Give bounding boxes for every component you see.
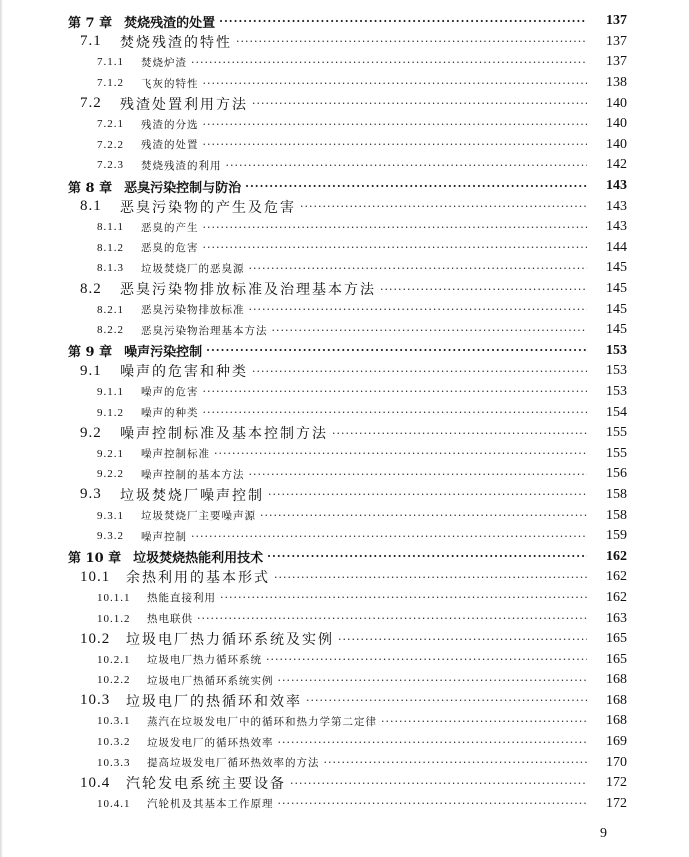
toc-entry-page: 140 xyxy=(606,116,627,132)
toc-entry-number: 10.1.2 xyxy=(97,612,131,625)
toc-entry-sub[interactable] xyxy=(0,526,689,547)
toc-entry-chapter[interactable] xyxy=(0,341,689,362)
dot-leader xyxy=(206,345,587,356)
toc-entry-title: 噪声控制 xyxy=(141,530,187,543)
toc-entry-number: 8.1.2 xyxy=(97,241,124,254)
toc-entry-page: 145 xyxy=(606,301,627,317)
toc-entry-number: 9.3 xyxy=(80,486,102,503)
toc-entry-page: 168 xyxy=(606,713,627,729)
toc-entry-chapter[interactable] xyxy=(0,11,689,32)
toc-entry-sub[interactable] xyxy=(0,320,689,341)
toc-entry-sub[interactable] xyxy=(0,135,689,156)
toc-entry-sub[interactable] xyxy=(0,505,689,526)
toc-entry-title: 残渣的分选 xyxy=(141,118,199,131)
dot-leader xyxy=(203,119,588,130)
toc-entry-section[interactable] xyxy=(0,196,689,217)
dot-leader xyxy=(260,510,587,521)
toc-entry-title: 恶臭污染物治理基本方法 xyxy=(141,324,268,337)
dot-leader xyxy=(191,531,587,542)
toc-entry-title: 噪声的危害 xyxy=(141,386,199,399)
toc-entry-number: 10.4.1 xyxy=(97,797,131,810)
toc-entry-number: 第 9 章 xyxy=(68,345,113,361)
toc-entry-page: 162 xyxy=(606,548,627,564)
toc-entry-number: 10.1.1 xyxy=(97,591,131,604)
toc-entry-page: 155 xyxy=(606,425,627,441)
dot-leader xyxy=(197,613,587,624)
toc-entry-sub[interactable] xyxy=(0,794,689,815)
toc-entry-number: 9.1.2 xyxy=(97,406,124,419)
toc-entry-sub[interactable] xyxy=(0,155,689,176)
dot-leader xyxy=(203,386,588,397)
toc-entry-page: 140 xyxy=(606,95,627,111)
dot-leader xyxy=(272,325,588,336)
toc-entry-page: 153 xyxy=(606,342,627,358)
toc-entry-section[interactable] xyxy=(0,279,689,300)
toc-entry-page: 168 xyxy=(606,672,627,688)
dot-leader xyxy=(236,36,587,47)
toc-entry-page: 169 xyxy=(606,734,627,750)
dot-leader xyxy=(300,201,587,212)
toc-entry-page: 162 xyxy=(606,569,627,585)
toc-entry-sub[interactable] xyxy=(0,443,689,464)
toc-entry-title: 恶臭污染控制与防治 xyxy=(124,180,242,196)
toc-entry-section[interactable] xyxy=(0,32,689,53)
toc-entry-page: 137 xyxy=(606,54,627,70)
toc-entry-page: 137 xyxy=(606,13,627,29)
dot-leader xyxy=(252,98,587,109)
toc-entry-number: 7.2.2 xyxy=(97,138,124,151)
dot-leader xyxy=(226,160,588,171)
toc-entry-section[interactable] xyxy=(0,361,689,382)
toc-entry-number: 第 10 章 xyxy=(68,551,122,567)
toc-entry-sub[interactable] xyxy=(0,52,689,73)
toc-entry-title: 汽轮机及其基本工作原理 xyxy=(147,798,274,811)
toc-entry-title: 恶臭污染物排放标准及治理基本方法 xyxy=(120,282,376,299)
toc-entry-number: 10.3 xyxy=(80,692,111,709)
toc-entry-title: 恶臭的危害 xyxy=(141,242,199,255)
toc-entry-page: 143 xyxy=(606,178,627,194)
toc-entry-number: 7.2.1 xyxy=(97,118,124,131)
toc-entry-page: 145 xyxy=(606,281,627,297)
toc-entry-sub[interactable] xyxy=(0,258,689,279)
toc-entry-section[interactable] xyxy=(0,629,689,650)
toc-entry-title: 焚烧残渣的特性 xyxy=(120,34,232,51)
toc-entry-title: 噪声控制标准及基本控制方法 xyxy=(120,426,328,443)
toc-entry-title: 残渣的处置 xyxy=(141,139,199,152)
toc-entry-sub[interactable] xyxy=(0,649,689,670)
toc-entry-title: 热能直接利用 xyxy=(147,592,216,605)
dot-leader xyxy=(203,222,588,233)
dot-leader xyxy=(324,757,588,768)
toc-entry-number: 第 8 章 xyxy=(68,180,113,196)
toc-entry-title: 飞灰的特性 xyxy=(141,77,199,90)
toc-entry-title: 噪声控制标准 xyxy=(141,448,210,461)
toc-entry-page: 168 xyxy=(606,692,627,708)
toc-entry-number: 10.3.1 xyxy=(97,715,131,728)
toc-entry-number: 10.2.2 xyxy=(97,674,131,687)
dot-leader xyxy=(214,448,587,459)
dot-leader xyxy=(268,489,587,500)
toc-entry-number: 8.1 xyxy=(80,198,102,215)
dot-leader xyxy=(203,78,588,89)
toc-entry-page: 156 xyxy=(606,466,627,482)
toc-entry-title: 恶臭污染物排放标准 xyxy=(141,304,245,317)
toc-entry-title: 恶臭污染物的产生及危害 xyxy=(120,199,296,216)
dot-leader xyxy=(249,263,588,274)
toc-entry-number: 10.2 xyxy=(80,630,111,647)
toc-entry-title: 焚烧残渣的处置 xyxy=(124,15,216,31)
toc-entry-number: 10.3.2 xyxy=(97,736,131,749)
toc-entry-number: 第 7 章 xyxy=(68,15,113,31)
toc-entry-page: 153 xyxy=(606,363,627,379)
toc-entry-sub[interactable] xyxy=(0,711,689,732)
dot-leader xyxy=(203,242,588,253)
toc-entry-sub[interactable] xyxy=(0,608,689,629)
toc-entry-page: 159 xyxy=(606,528,627,544)
toc-entry-sub[interactable] xyxy=(0,752,689,773)
toc-entry-sub[interactable] xyxy=(0,299,689,320)
toc-entry-number: 7.1 xyxy=(80,33,102,50)
toc-entry-title: 噪声的种类 xyxy=(141,407,199,420)
toc-entry-section[interactable] xyxy=(0,567,689,588)
toc-entry-title: 焚烧残渣的利用 xyxy=(141,159,222,172)
toc-entry-sub[interactable] xyxy=(0,732,689,753)
dot-leader xyxy=(290,778,587,789)
toc-entry-page: 144 xyxy=(606,239,627,255)
dot-leader xyxy=(338,634,587,645)
toc-entry-page: 143 xyxy=(606,219,627,235)
toc-entry-number: 8.1.3 xyxy=(97,262,124,275)
toc-entry-number: 9.2.1 xyxy=(97,447,124,460)
toc-entry-chapter[interactable] xyxy=(0,176,689,197)
dot-leader xyxy=(380,284,587,295)
toc-entry-title: 垃圾电厂热力循环系统 xyxy=(147,654,262,667)
toc-entry-number: 7.2.3 xyxy=(97,159,124,172)
toc-entry-number: 8.2 xyxy=(80,280,102,297)
toc-entry-number: 9.3.2 xyxy=(97,530,124,543)
dot-leader xyxy=(381,716,587,727)
toc-entry-number: 9.2.2 xyxy=(97,468,124,481)
toc-entry-number: 10.3.3 xyxy=(97,756,131,769)
toc-entry-page: 158 xyxy=(606,507,627,523)
toc-entry-number: 9.1.1 xyxy=(97,385,124,398)
toc-entry-number: 10.1 xyxy=(80,568,111,585)
toc-entry-title: 垃圾电厂热循环系统实例 xyxy=(147,674,274,687)
toc-entry-page: 162 xyxy=(606,589,627,605)
toc-entry-page: 140 xyxy=(606,136,627,152)
toc-entry-page: 170 xyxy=(606,754,627,770)
dot-leader xyxy=(220,592,587,603)
dot-leader xyxy=(191,57,587,68)
toc-entry-page: 138 xyxy=(606,75,627,91)
toc-entry-sub[interactable] xyxy=(0,464,689,485)
toc-entry-page: 137 xyxy=(606,33,627,49)
toc-entry-number: 7.1.1 xyxy=(97,56,124,69)
toc-entry-sub[interactable] xyxy=(0,402,689,423)
toc-entry-title: 噪声的危害和种类 xyxy=(120,364,248,381)
toc-entry-sub[interactable] xyxy=(0,382,689,403)
toc-entry-title: 提高垃圾发电厂循环热效率的方法 xyxy=(147,757,320,770)
toc-entry-title: 垃圾电厂的热循环和效率 xyxy=(126,693,302,710)
toc-entry-number: 8.2.2 xyxy=(97,324,124,337)
toc-entry-page: 155 xyxy=(606,445,627,461)
dot-leader xyxy=(249,304,588,315)
toc-entry-number: 10.4 xyxy=(80,774,111,791)
toc-entry-page: 143 xyxy=(606,198,627,214)
toc-entry-sub[interactable] xyxy=(0,670,689,691)
toc-entry-title: 蒸汽在垃圾发电厂中的循环和热力学第二定律 xyxy=(147,715,377,728)
toc-entry-number: 8.2.1 xyxy=(97,303,124,316)
toc-entry-section[interactable] xyxy=(0,93,689,114)
dot-leader xyxy=(249,469,588,480)
toc-entry-number: 10.2.1 xyxy=(97,653,131,666)
toc-entry-number: 7.2 xyxy=(80,95,102,112)
toc-entry-page: 163 xyxy=(606,610,627,626)
dot-leader xyxy=(245,181,587,192)
toc-entry-number: 9.2 xyxy=(80,424,102,441)
dot-leader xyxy=(278,798,588,809)
toc-entry-number: 7.1.2 xyxy=(97,77,124,90)
toc-entry-page: 145 xyxy=(606,260,627,276)
toc-entry-title: 噪声控制的基本方法 xyxy=(141,468,245,481)
dot-leader xyxy=(278,675,588,686)
toc-entry-chapter[interactable] xyxy=(0,546,689,567)
toc-entry-number: 9.1 xyxy=(80,362,102,379)
toc-entry-title: 焚烧炉渣 xyxy=(141,56,187,69)
toc-entry-title: 余热利用的基本形式 xyxy=(126,570,270,587)
dot-leader xyxy=(274,572,587,583)
dot-leader xyxy=(203,407,588,418)
toc-entry-title: 恶臭的产生 xyxy=(141,221,199,234)
toc-entry-section[interactable] xyxy=(0,691,689,712)
toc-entry-section[interactable] xyxy=(0,773,689,794)
dot-leader xyxy=(219,16,587,27)
toc-entry-title: 垃圾发电厂的循环热效率 xyxy=(147,736,274,749)
toc-entry-title: 垃圾焚烧厂噪声控制 xyxy=(120,487,264,504)
page-number: 9 xyxy=(600,826,607,841)
toc-entry-title: 噪声污染控制 xyxy=(124,345,203,361)
toc-entry-title: 汽轮发电系统主要设备 xyxy=(126,776,286,793)
toc-entry-sub[interactable] xyxy=(0,114,689,135)
table-of-contents xyxy=(0,11,689,814)
toc-entry-page: 153 xyxy=(606,383,627,399)
toc-entry-sub[interactable] xyxy=(0,238,689,259)
dot-leader xyxy=(306,695,587,706)
toc-entry-page: 158 xyxy=(606,486,627,502)
toc-entry-number: 9.3.1 xyxy=(97,509,124,522)
dot-leader xyxy=(267,551,587,562)
dot-leader xyxy=(278,737,588,748)
toc-entry-page: 142 xyxy=(606,157,627,173)
dot-leader xyxy=(332,428,587,439)
toc-entry-page: 154 xyxy=(606,404,627,420)
toc-entry-page: 172 xyxy=(606,795,627,811)
toc-entry-number: 8.1.1 xyxy=(97,221,124,234)
toc-entry-sub[interactable] xyxy=(0,217,689,238)
dot-leader xyxy=(203,139,588,150)
dot-leader xyxy=(252,366,587,377)
toc-entry-section[interactable] xyxy=(0,423,689,444)
toc-entry-title: 垃圾焚烧厂主要噪声源 xyxy=(141,510,256,523)
toc-entry-sub[interactable] xyxy=(0,73,689,94)
toc-entry-title: 垃圾电厂热力循环系统及实例 xyxy=(126,632,334,649)
toc-entry-section[interactable] xyxy=(0,485,689,506)
toc-entry-title: 垃圾焚烧厂的恶臭源 xyxy=(141,262,245,275)
toc-entry-title: 垃圾焚烧热能利用技术 xyxy=(133,551,264,567)
toc-entry-page: 165 xyxy=(606,651,627,667)
toc-entry-title: 残渣处置利用方法 xyxy=(120,96,248,113)
toc-entry-page: 172 xyxy=(606,775,627,791)
toc-entry-title: 热电联供 xyxy=(147,613,193,626)
toc-entry-page: 165 xyxy=(606,631,627,647)
toc-entry-page: 145 xyxy=(606,322,627,338)
toc-entry-sub[interactable] xyxy=(0,588,689,609)
dot-leader xyxy=(266,654,587,665)
